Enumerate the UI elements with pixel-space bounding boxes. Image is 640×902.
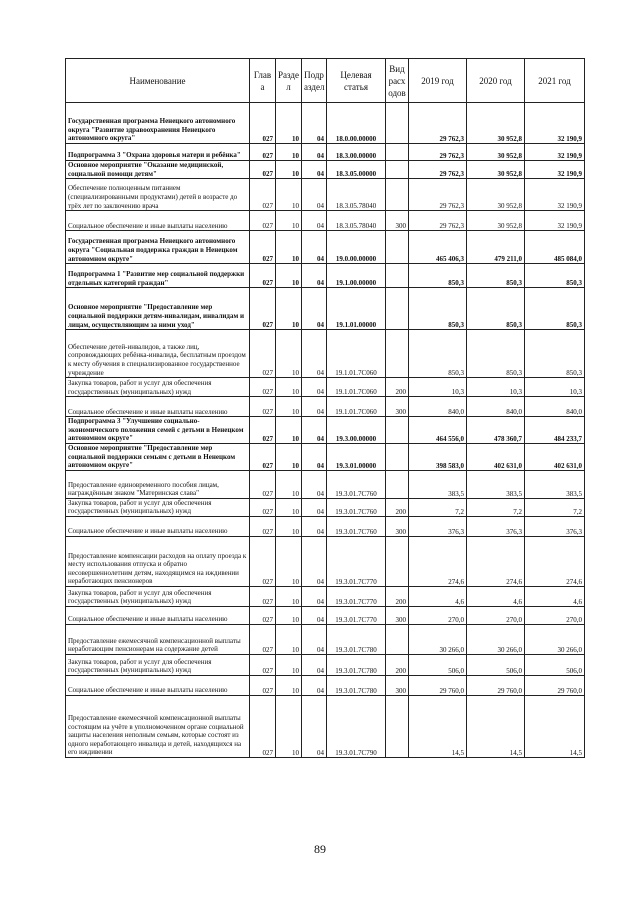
cell-podrazdel: 04 (302, 231, 327, 264)
cell-name: Предоставление ежемесячной компенсационной выплаты состоящим на учёте в уполномоченном органе социальной защиты населения неполным семьям, которые состоят из одного неработающего инвалида и детей, находящихся на его иждивении (66, 695, 250, 757)
header-podrazdel: Подр аздел (302, 59, 327, 103)
cell-razdel: 10 (276, 179, 302, 211)
cell-expense-type: 200 (386, 498, 409, 516)
cell-razdel: 10 (276, 516, 302, 536)
cell-razdel: 10 (276, 103, 302, 144)
cell-podrazdel: 04 (302, 330, 327, 378)
cell-2020: 30 952,8 (467, 179, 525, 211)
cell-target-article: 18.3.05.78040 (327, 211, 386, 231)
cell-target-article: 18.0.00.00000 (327, 103, 386, 144)
cell-expense-type: 300 (386, 675, 409, 695)
cell-razdel: 10 (276, 470, 302, 498)
cell-expense-type: 200 (386, 654, 409, 675)
cell-2019: 4,6 (409, 586, 467, 606)
cell-target-article: 19.0.00.00000 (327, 231, 386, 264)
cell-podrazdel: 04 (302, 624, 327, 654)
cell-2019: 270,0 (409, 606, 467, 624)
cell-glava: 027 (250, 470, 276, 498)
cell-2020: 270,0 (467, 606, 525, 624)
cell-expense-type (386, 443, 409, 470)
cell-expense-type (386, 288, 409, 330)
cell-razdel: 10 (276, 695, 302, 757)
cell-expense-type: 300 (386, 211, 409, 231)
table-row (66, 443, 585, 470)
cell-target-article: 19.3.01.7С780 (327, 675, 386, 695)
cell-2019: 464 556,0 (409, 417, 467, 444)
cell-expense-type: 300 (386, 606, 409, 624)
cell-2020: 10,3 (467, 378, 525, 397)
header-2020: 2020 год (467, 59, 525, 103)
table-row (66, 264, 585, 288)
cell-glava: 027 (250, 586, 276, 606)
cell-2021: 30 266,0 (525, 624, 585, 654)
cell-glava: 027 (250, 330, 276, 378)
table-row (66, 103, 585, 144)
cell-name: Подпрограмма 1 "Развитие мер социальной поддержки отдельных категорий граждан" (66, 264, 250, 288)
cell-razdel: 10 (276, 586, 302, 606)
cell-expense-type: 300 (386, 397, 409, 417)
cell-target-article: 19.1.01.7С060 (327, 330, 386, 378)
cell-2020: 274,6 (467, 536, 525, 586)
cell-2021: 485 084,0 (525, 231, 585, 264)
table-row (66, 470, 585, 498)
cell-2019: 29 762,3 (409, 103, 467, 144)
cell-podrazdel: 04 (302, 586, 327, 606)
cell-target-article: 19.3.01.7С760 (327, 498, 386, 516)
cell-2020: 479 211,0 (467, 231, 525, 264)
table-row (66, 231, 585, 264)
cell-name: Социальное обеспечение и иные выплаты населению (66, 516, 250, 536)
cell-razdel: 10 (276, 606, 302, 624)
cell-2021: 32 190,9 (525, 211, 585, 231)
cell-name: Обеспечение детей-инвалидов, а также лиц, сопровождающих ребёнка-инвалида, бесплатным проездом к месту обучения в специализированное государственное учреждение (66, 330, 250, 378)
cell-glava: 027 (250, 624, 276, 654)
cell-podrazdel: 04 (302, 288, 327, 330)
cell-razdel: 10 (276, 443, 302, 470)
cell-podrazdel: 04 (302, 264, 327, 288)
cell-podrazdel: 04 (302, 417, 327, 444)
cell-2021: 850,3 (525, 330, 585, 378)
table-row (66, 211, 585, 231)
cell-name: Закупка товаров, работ и услуг для обеспечения государственных (муниципальных) нужд (66, 586, 250, 606)
cell-expense-type (386, 264, 409, 288)
cell-2021: 274,6 (525, 536, 585, 586)
cell-target-article: 19.3.01.00000 (327, 443, 386, 470)
cell-razdel: 10 (276, 498, 302, 516)
cell-glava: 027 (250, 695, 276, 757)
cell-2021: 850,3 (525, 288, 585, 330)
table-row (66, 417, 585, 444)
cell-2019: 10,3 (409, 378, 467, 397)
header-razdel: Разде л (276, 59, 302, 103)
cell-razdel: 10 (276, 211, 302, 231)
cell-2020: 30 952,8 (467, 144, 525, 161)
cell-podrazdel: 04 (302, 443, 327, 470)
cell-glava: 027 (250, 417, 276, 444)
table-row (66, 498, 585, 516)
table-row (66, 675, 585, 695)
cell-razdel: 10 (276, 675, 302, 695)
cell-2020: 30 952,8 (467, 211, 525, 231)
cell-2021: 383,5 (525, 470, 585, 498)
cell-2021: 14,5 (525, 695, 585, 757)
cell-glava: 027 (250, 606, 276, 624)
cell-2020: 850,3 (467, 288, 525, 330)
cell-razdel: 10 (276, 378, 302, 397)
cell-target-article: 19.1.01.7С060 (327, 397, 386, 417)
cell-2019: 850,3 (409, 264, 467, 288)
cell-podrazdel: 04 (302, 536, 327, 586)
cell-glava: 027 (250, 179, 276, 211)
cell-2020: 7,2 (467, 498, 525, 516)
cell-2021: 270,0 (525, 606, 585, 624)
cell-2019: 29 762,3 (409, 144, 467, 161)
table-row (66, 606, 585, 624)
table-row (66, 586, 585, 606)
cell-podrazdel: 04 (302, 654, 327, 675)
cell-name: Основное мероприятие "Предоставление мер социальной поддержки детям-инвалидам, инвалидам и лицам, осуществляющим за ними уход" (66, 288, 250, 330)
cell-glava: 027 (250, 264, 276, 288)
cell-2021: 840,0 (525, 397, 585, 417)
cell-glava: 027 (250, 536, 276, 586)
cell-target-article: 19.3.01.7С790 (327, 695, 386, 757)
cell-name: Предоставление единовременного пособия лицам, награждённым знаком "Материнская слава" (66, 470, 250, 498)
cell-razdel: 10 (276, 417, 302, 444)
header-2019: 2019 год (409, 59, 467, 103)
cell-name: Государственная программа Ненецкого автономного округа "Социальная поддержка граждан в Ненецком автономном округе" (66, 231, 250, 264)
cell-name: Основное мероприятие "Оказание медицинской, социальной помощи детям" (66, 161, 250, 179)
cell-podrazdel: 04 (302, 397, 327, 417)
cell-target-article: 19.3.01.7С760 (327, 516, 386, 536)
cell-2020: 30 952,8 (467, 161, 525, 179)
cell-name: Предоставление компенсации расходов на оплату проезда к месту использования отпуска и обратно несовершеннолетним детям, находящимся на иждивении неработающих пенсионеров (66, 536, 250, 586)
cell-2021: 506,0 (525, 654, 585, 675)
cell-razdel: 10 (276, 536, 302, 586)
cell-2019: 840,0 (409, 397, 467, 417)
cell-expense-type (386, 536, 409, 586)
cell-expense-type (386, 695, 409, 757)
cell-target-article: 19.3.01.7С780 (327, 654, 386, 675)
cell-expense-type: 300 (386, 516, 409, 536)
table-row (66, 654, 585, 675)
cell-target-article: 19.3.01.7С770 (327, 536, 386, 586)
table-row (66, 536, 585, 586)
cell-expense-type (386, 161, 409, 179)
cell-podrazdel: 04 (302, 695, 327, 757)
cell-podrazdel: 04 (302, 144, 327, 161)
header-name: Наименование (66, 59, 250, 103)
cell-2020: 850,3 (467, 330, 525, 378)
cell-glava: 027 (250, 144, 276, 161)
cell-podrazdel: 04 (302, 378, 327, 397)
cell-2020: 850,3 (467, 264, 525, 288)
cell-2019: 850,3 (409, 330, 467, 378)
cell-glava: 027 (250, 103, 276, 144)
cell-2019: 29 762,3 (409, 211, 467, 231)
header-glava: Глав а (250, 59, 276, 103)
cell-2020: 383,5 (467, 470, 525, 498)
cell-glava: 027 (250, 231, 276, 264)
cell-target-article: 19.1.01.7С060 (327, 378, 386, 397)
cell-2021: 32 190,9 (525, 161, 585, 179)
cell-glava: 027 (250, 288, 276, 330)
cell-2019: 398 583,0 (409, 443, 467, 470)
cell-expense-type: 200 (386, 378, 409, 397)
cell-expense-type (386, 470, 409, 498)
cell-glava: 027 (250, 397, 276, 417)
cell-razdel: 10 (276, 144, 302, 161)
cell-podrazdel: 04 (302, 211, 327, 231)
table-body (66, 103, 585, 758)
cell-name: Подпрограмма 3 "Улучшение социально-экономического положения семей с детьми в Ненецком автономном округе" (66, 417, 250, 444)
cell-expense-type (386, 144, 409, 161)
header-target: Целевая статья (327, 59, 386, 103)
table-row (66, 144, 585, 161)
cell-name: Закупка товаров, работ и услуг для обеспечения государственных (муниципальных) нужд (66, 498, 250, 516)
table-row (66, 624, 585, 654)
table-row (66, 161, 585, 179)
cell-target-article: 19.3.01.7С770 (327, 606, 386, 624)
cell-name: Социальное обеспечение и иные выплаты населению (66, 397, 250, 417)
cell-2019: 30 266,0 (409, 624, 467, 654)
cell-podrazdel: 04 (302, 179, 327, 211)
cell-name: Предоставление ежемесячной компенсационной выплаты неработающим пенсионерам на содержание детей (66, 624, 250, 654)
cell-target-article: 18.3.00.00000 (327, 144, 386, 161)
cell-2020: 29 760,0 (467, 675, 525, 695)
cell-expense-type (386, 624, 409, 654)
cell-2021: 32 190,9 (525, 179, 585, 211)
cell-2021: 402 631,0 (525, 443, 585, 470)
table-row (66, 288, 585, 330)
cell-2020: 478 360,7 (467, 417, 525, 444)
cell-name: Основное мероприятие "Предоставление мер социальной поддержки семьям с детьми в Ненецком автономном округе" (66, 443, 250, 470)
cell-podrazdel: 04 (302, 103, 327, 144)
cell-glava: 027 (250, 211, 276, 231)
cell-razdel: 10 (276, 231, 302, 264)
cell-2021: 376,3 (525, 516, 585, 536)
cell-razdel: 10 (276, 161, 302, 179)
cell-2021: 850,3 (525, 264, 585, 288)
cell-podrazdel: 04 (302, 606, 327, 624)
table-row (66, 397, 585, 417)
cell-glava: 027 (250, 654, 276, 675)
cell-expense-type (386, 330, 409, 378)
cell-2019: 7,2 (409, 498, 467, 516)
cell-2019: 29 762,3 (409, 161, 467, 179)
cell-2021: 32 190,9 (525, 144, 585, 161)
header-expense-type: Вид расх одов (386, 59, 409, 103)
cell-glava: 027 (250, 498, 276, 516)
cell-target-article: 18.3.05.00000 (327, 161, 386, 179)
cell-target-article: 18.3.05.78040 (327, 179, 386, 211)
cell-2020: 4,6 (467, 586, 525, 606)
cell-2019: 14,5 (409, 695, 467, 757)
cell-name: Социальное обеспечение и иные выплаты населению (66, 211, 250, 231)
cell-podrazdel: 04 (302, 470, 327, 498)
cell-2020: 30 952,8 (467, 103, 525, 144)
cell-razdel: 10 (276, 624, 302, 654)
cell-name: Государственная программа Ненецкого автономного округа "Развитие здравоохранения Ненецкого автономного округа" (66, 103, 250, 144)
cell-razdel: 10 (276, 397, 302, 417)
cell-podrazdel: 04 (302, 498, 327, 516)
cell-target-article: 19.3.01.7С770 (327, 586, 386, 606)
cell-target-article: 19.3.01.7С760 (327, 470, 386, 498)
cell-2021: 29 760,0 (525, 675, 585, 695)
header-2021: 2021 год (525, 59, 585, 103)
cell-expense-type (386, 417, 409, 444)
cell-razdel: 10 (276, 330, 302, 378)
cell-2021: 4,6 (525, 586, 585, 606)
cell-2021: 484 233,7 (525, 417, 585, 444)
cell-razdel: 10 (276, 288, 302, 330)
cell-glava: 027 (250, 443, 276, 470)
cell-target-article: 19.3.01.7С780 (327, 624, 386, 654)
cell-2019: 506,0 (409, 654, 467, 675)
cell-2020: 840,0 (467, 397, 525, 417)
cell-glava: 027 (250, 161, 276, 179)
cell-2021: 10,3 (525, 378, 585, 397)
cell-razdel: 10 (276, 654, 302, 675)
cell-target-article: 19.1.01.00000 (327, 288, 386, 330)
cell-target-article: 19.3.00.00000 (327, 417, 386, 444)
cell-2019: 465 406,3 (409, 231, 467, 264)
page-number: 89 (314, 842, 326, 856)
table-row (66, 330, 585, 378)
cell-name: Социальное обеспечение и иные выплаты населению (66, 675, 250, 695)
cell-glava: 027 (250, 516, 276, 536)
table-header-row (66, 59, 585, 103)
cell-name: Подпрограмма 3 "Охрана здоровья матери и ребёнка" (66, 144, 250, 161)
table-row (66, 378, 585, 397)
cell-2019: 29 762,3 (409, 179, 467, 211)
cell-razdel: 10 (276, 264, 302, 288)
cell-podrazdel: 04 (302, 516, 327, 536)
cell-expense-type: 200 (386, 586, 409, 606)
table-row (66, 695, 585, 757)
cell-expense-type (386, 231, 409, 264)
cell-2021: 32 190,9 (525, 103, 585, 144)
table-row (66, 516, 585, 536)
cell-name: Социальное обеспечение и иные выплаты населению (66, 606, 250, 624)
table-row (66, 179, 585, 211)
cell-glava: 027 (250, 675, 276, 695)
cell-podrazdel: 04 (302, 161, 327, 179)
cell-target-article: 19.1.00.00000 (327, 264, 386, 288)
cell-expense-type (386, 179, 409, 211)
cell-2020: 402 631,0 (467, 443, 525, 470)
cell-2019: 274,6 (409, 536, 467, 586)
budget-table (65, 58, 585, 758)
cell-expense-type (386, 103, 409, 144)
cell-2020: 14,5 (467, 695, 525, 757)
cell-2021: 7,2 (525, 498, 585, 516)
cell-2019: 376,3 (409, 516, 467, 536)
cell-name: Закупка товаров, работ и услуг для обеспечения государственных (муниципальных) нужд (66, 654, 250, 675)
cell-2019: 29 760,0 (409, 675, 467, 695)
cell-glava: 027 (250, 378, 276, 397)
cell-2019: 383,5 (409, 470, 467, 498)
cell-2019: 850,3 (409, 288, 467, 330)
cell-name: Закупка товаров, работ и услуг для обеспечения государственных (муниципальных) нужд (66, 378, 250, 397)
cell-2020: 30 266,0 (467, 624, 525, 654)
cell-2020: 506,0 (467, 654, 525, 675)
cell-2020: 376,3 (467, 516, 525, 536)
cell-podrazdel: 04 (302, 675, 327, 695)
cell-name: Обеспечение полноценным питанием (специализированными продуктами) детей в возрасте до трёх лет по заключению врача (66, 179, 250, 211)
